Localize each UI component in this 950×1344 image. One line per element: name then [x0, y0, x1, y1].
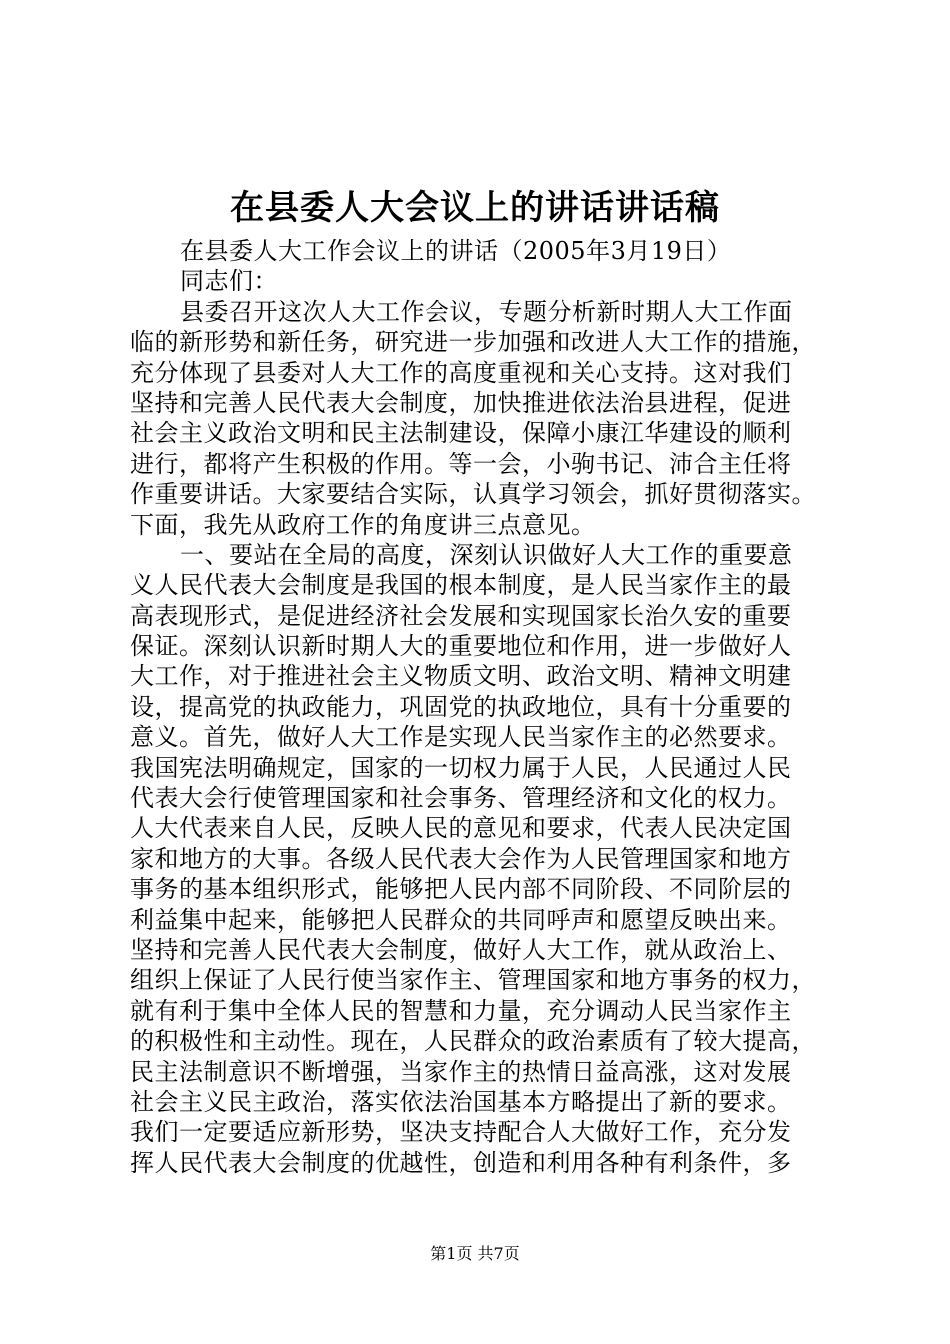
body-line: 充分体现了县委对人大工作的高度重视和关心支持。这对我们 — [130, 358, 792, 387]
body-line: 在县委人大工作会议上的讲话（2005年3月19日） — [180, 237, 732, 265]
body-line: 代表大会行使管理国家和社会事务、管理经济和文化的权力。 — [130, 784, 792, 813]
body-line: 事务的基本组织形式，能够把人民内部不同阶段、不同阶层的 — [130, 875, 792, 904]
page-footer: 第1页 共7页 — [430, 1244, 520, 1263]
body-line: 临的新形势和新任务，研究进一步加强和改进人大工作的措施， — [130, 328, 816, 357]
body-line: 一、要站在全局的高度，深刻认识做好人大工作的重要意 — [180, 540, 793, 569]
body-line: 作重要讲话。大家要结合实际，认真学习领会，抓好贯彻落实。 — [130, 480, 816, 509]
body-line: 的积极性和主动性。现在，人民群众的政治素质有了较大提高， — [130, 1027, 816, 1056]
body-line: 社会主义政治文明和民主法制建设，保障小康江华建设的顺利 — [130, 419, 792, 448]
document-body — [130, 236, 850, 1178]
body-line: 大工作，对于推进社会主义物质文明、政治文明、精神文明建 — [130, 662, 792, 691]
body-line: 坚持和完善人民代表大会制度，做好人大工作，就从政治上、 — [130, 935, 792, 964]
body-line: 坚持和完善人民代表大会制度，加快推进依法治县进程，促进 — [130, 388, 792, 417]
body-line: 义人民代表大会制度是我国的根本制度，是人民当家作主的最 — [130, 571, 792, 600]
body-line: 人大代表来自人民，反映人民的意见和要求，代表人民决定国 — [130, 814, 792, 843]
body-line: 意义。首先，做好人大工作是实现人民当家作主的必然要求。 — [130, 723, 792, 752]
body-line: 县委召开这次人大工作会议，专题分析新时期人大工作面 — [180, 297, 793, 326]
body-line: 家和地方的大事。各级人民代表大会作为人民管理国家和地方 — [130, 844, 792, 873]
body-line: 同志们： — [180, 267, 278, 296]
body-line: 就有利于集中全体人民的智慧和力量，充分调动人民当家作主 — [130, 996, 792, 1025]
body-line: 挥人民代表大会制度的优越性，创造和利用各种有利条件，多 — [130, 1148, 792, 1177]
body-line: 设，提高党的执政能力，巩固党的执政地位，具有十分重要的 — [130, 692, 792, 721]
body-line: 社会主义民主政治，落实依法治国基本方略提出了新的要求。 — [130, 1087, 792, 1116]
body-line: 民主法制意识不断增强，当家作主的热情日益高涨，这对发展 — [130, 1057, 792, 1086]
body-line: 组织上保证了人民行使当家作主、管理国家和地方事务的权力， — [130, 966, 816, 995]
body-line: 我国宪法明确规定，国家的一切权力属于人民，人民通过人民 — [130, 753, 792, 782]
body-line: 利益集中起来，能够把人民群众的共同呼声和愿望反映出来。 — [130, 905, 792, 934]
document-title: 在县委人大会议上的讲话讲话稿 — [230, 188, 720, 228]
body-line: 下面，我先从政府工作的角度讲三点意见。 — [130, 510, 596, 539]
body-line: 进行，都将产生积极的作用。等一会，小驹书记、沛合主任将 — [130, 449, 792, 478]
body-line: 保证。深刻认识新时期人大的重要地位和作用，进一步做好人 — [130, 632, 792, 661]
body-line: 我们一定要适应新形势，坚决支持配合人大做好工作，充分发 — [130, 1118, 792, 1147]
body-line: 高表现形式，是促进经济社会发展和实现国家长治久安的重要 — [130, 601, 792, 630]
